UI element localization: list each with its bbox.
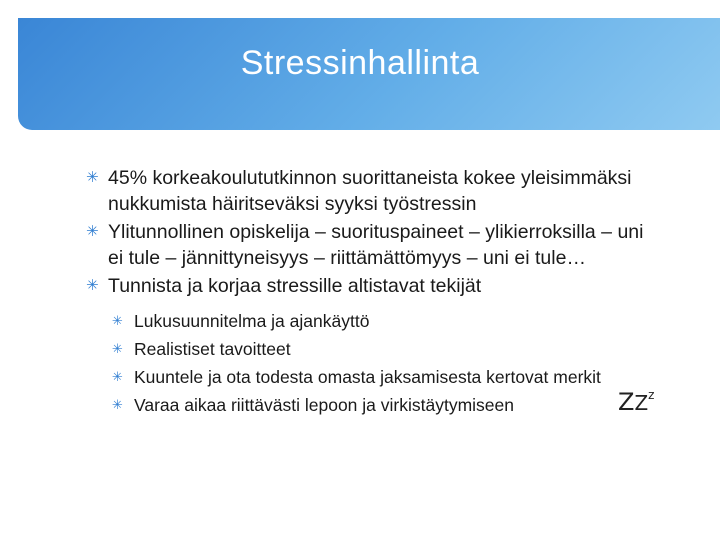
sub-bullet-text: Realistiset tavoitteet bbox=[134, 339, 291, 359]
bullet-text: Tunnista ja korjaa stressille altistavat tekijät bbox=[108, 275, 482, 297]
zzz-letter: Z bbox=[634, 391, 649, 415]
bullet-item bbox=[86, 219, 646, 271]
asterisk-bullet-icon: ✳ bbox=[112, 341, 123, 356]
asterisk-bullet-icon: ✳ bbox=[86, 223, 99, 240]
asterisk-bullet-icon: ✳ bbox=[86, 277, 99, 294]
sub-bullet-item bbox=[112, 391, 649, 417]
sub-bullet-list bbox=[86, 309, 649, 417]
zzz-letter: Z bbox=[618, 388, 635, 416]
sub-bullet-item bbox=[112, 309, 646, 333]
asterisk-bullet-icon: ✳ bbox=[112, 369, 123, 384]
bullet-item bbox=[86, 273, 646, 299]
asterisk-bullet-icon: ✳ bbox=[112, 313, 123, 328]
asterisk-bullet-icon: ✳ bbox=[112, 397, 123, 412]
sub-bullet-item bbox=[112, 365, 646, 389]
asterisk-bullet-icon: ✳ bbox=[86, 169, 99, 186]
sleep-zzz-icon bbox=[618, 388, 654, 416]
slide-content bbox=[86, 165, 649, 421]
sub-bullet-text: Kuuntele ja ota todesta omasta jaksamisesta kertovat merkit bbox=[134, 367, 601, 387]
bullet-item bbox=[86, 165, 646, 217]
zzz-letter: z bbox=[648, 388, 655, 402]
slide-title: Stressinhallinta bbox=[240, 44, 480, 82]
bullet-text: Ylitunnollinen opiskelija – suorituspaineet – ylikierroksilla – uni ei tule – jännittyneisyys – riittämättömyys – uni ei tule… bbox=[108, 221, 644, 269]
sub-bullet-text: Lukusuunnitelma ja ajankäyttö bbox=[134, 311, 370, 331]
sub-bullet-item bbox=[112, 337, 646, 361]
bullet-text: 45% korkeakoulututkinnon suorittaneista kokee yleisimmäksi nukkumista häiritseväksi syyksi työstressin bbox=[108, 167, 632, 215]
sub-bullet-text: Varaa aikaa riittävästi lepoon ja virkistäytymiseen bbox=[134, 395, 514, 415]
